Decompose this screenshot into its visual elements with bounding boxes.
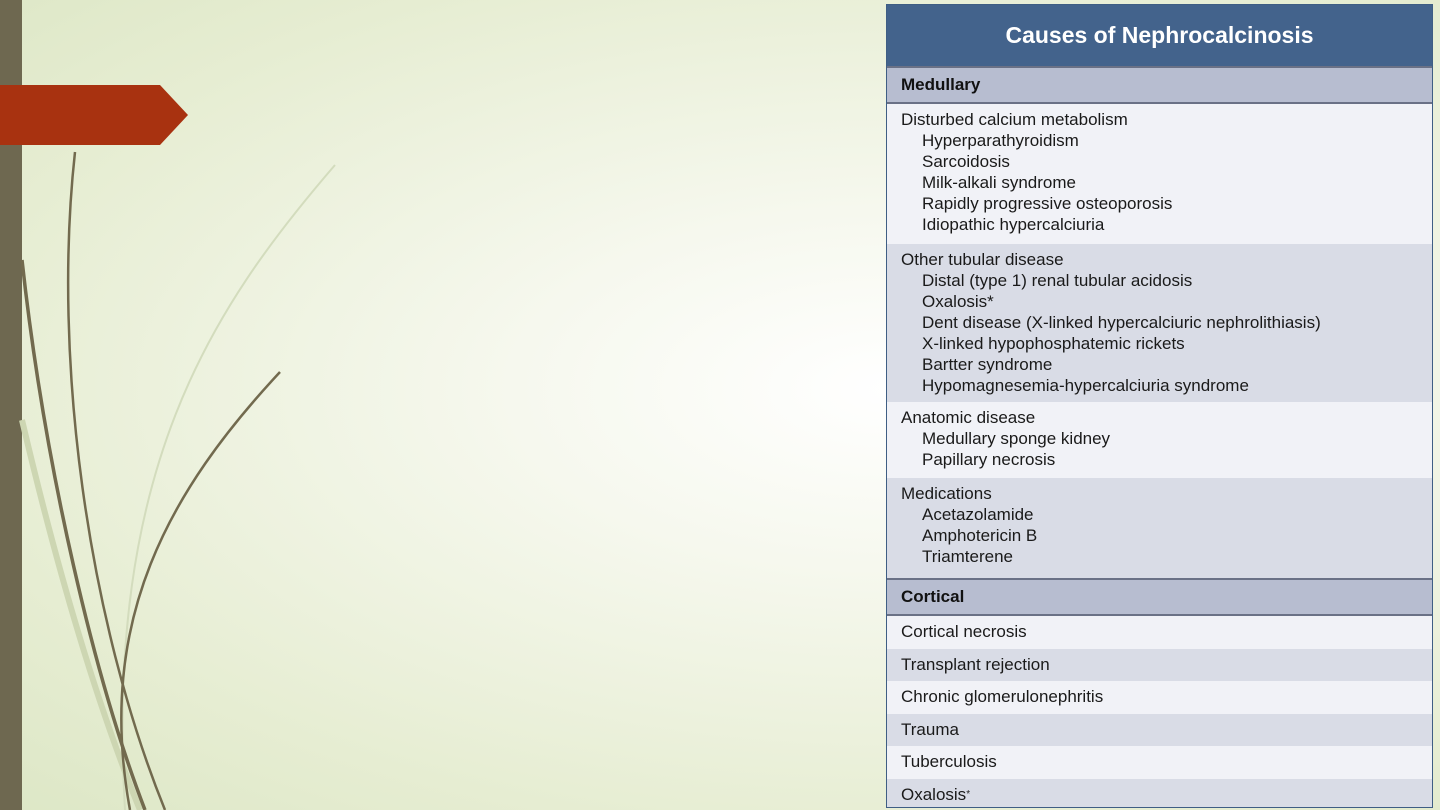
table-row: Trauma (887, 714, 1432, 747)
list-item: Medullary sponge kidney (922, 429, 1111, 448)
nephrocalcinosis-table (886, 4, 1433, 808)
table-row: Cortical necrosis (887, 616, 1432, 649)
list-item: Papillary necrosis (922, 450, 1056, 469)
curve-pale-1 (123, 165, 335, 810)
curve-dark-1 (68, 152, 165, 810)
list-item: Rapidly progressive osteoporosis (922, 194, 1173, 213)
list-item: Bartter syndrome (922, 355, 1053, 374)
curve-dark-3 (121, 372, 280, 810)
group-heading: Anatomic disease (901, 408, 1036, 427)
list-item: Triamterene (922, 547, 1014, 566)
group-heading: Other tubular disease (901, 250, 1064, 269)
list-item: Oxalosis* (922, 292, 994, 311)
list-item: Acetazolamide (922, 505, 1034, 524)
table-row: Transplant rejection (887, 649, 1432, 682)
table-row: Tuberculosis (887, 746, 1432, 779)
section-header-medullary: Medullary (887, 66, 1432, 104)
curve-dark-2 (22, 260, 145, 810)
list-item: Distal (type 1) renal tubular acidosis (922, 271, 1193, 290)
group-heading: Disturbed calcium metabolism (901, 110, 1128, 129)
list-item: Amphotericin B (922, 526, 1038, 545)
table-row: Chronic glomerulonephritis (887, 681, 1432, 714)
group-anatomic-disease (887, 402, 1432, 478)
list-item: Hyperparathyroidism (922, 131, 1079, 150)
group-heading: Medications (901, 484, 992, 503)
list-item: Milk-alkali syndrome (922, 173, 1076, 192)
group-calcium-metabolism (887, 104, 1432, 244)
row-label: Oxalosis (901, 784, 967, 804)
list-item: Sarcoidosis (922, 152, 1010, 171)
section-header-cortical: Cortical (887, 578, 1432, 616)
list-item: Hypomagnesemia-hypercalciuria syndrome (922, 376, 1249, 395)
group-tubular-disease (887, 244, 1432, 402)
table-row (887, 779, 1432, 809)
group-medications (887, 478, 1432, 578)
table-title: Causes of Nephrocalcinosis (887, 5, 1432, 66)
list-item: X-linked hypophosphatemic rickets (922, 334, 1185, 353)
list-item: Idiopathic hypercalciuria (922, 215, 1105, 234)
arrow-tab-shape (0, 85, 190, 147)
list-item: Dent disease (X-linked hypercalciuric nephrolithiasis) (922, 313, 1321, 332)
footnote-marker: * (966, 789, 971, 801)
